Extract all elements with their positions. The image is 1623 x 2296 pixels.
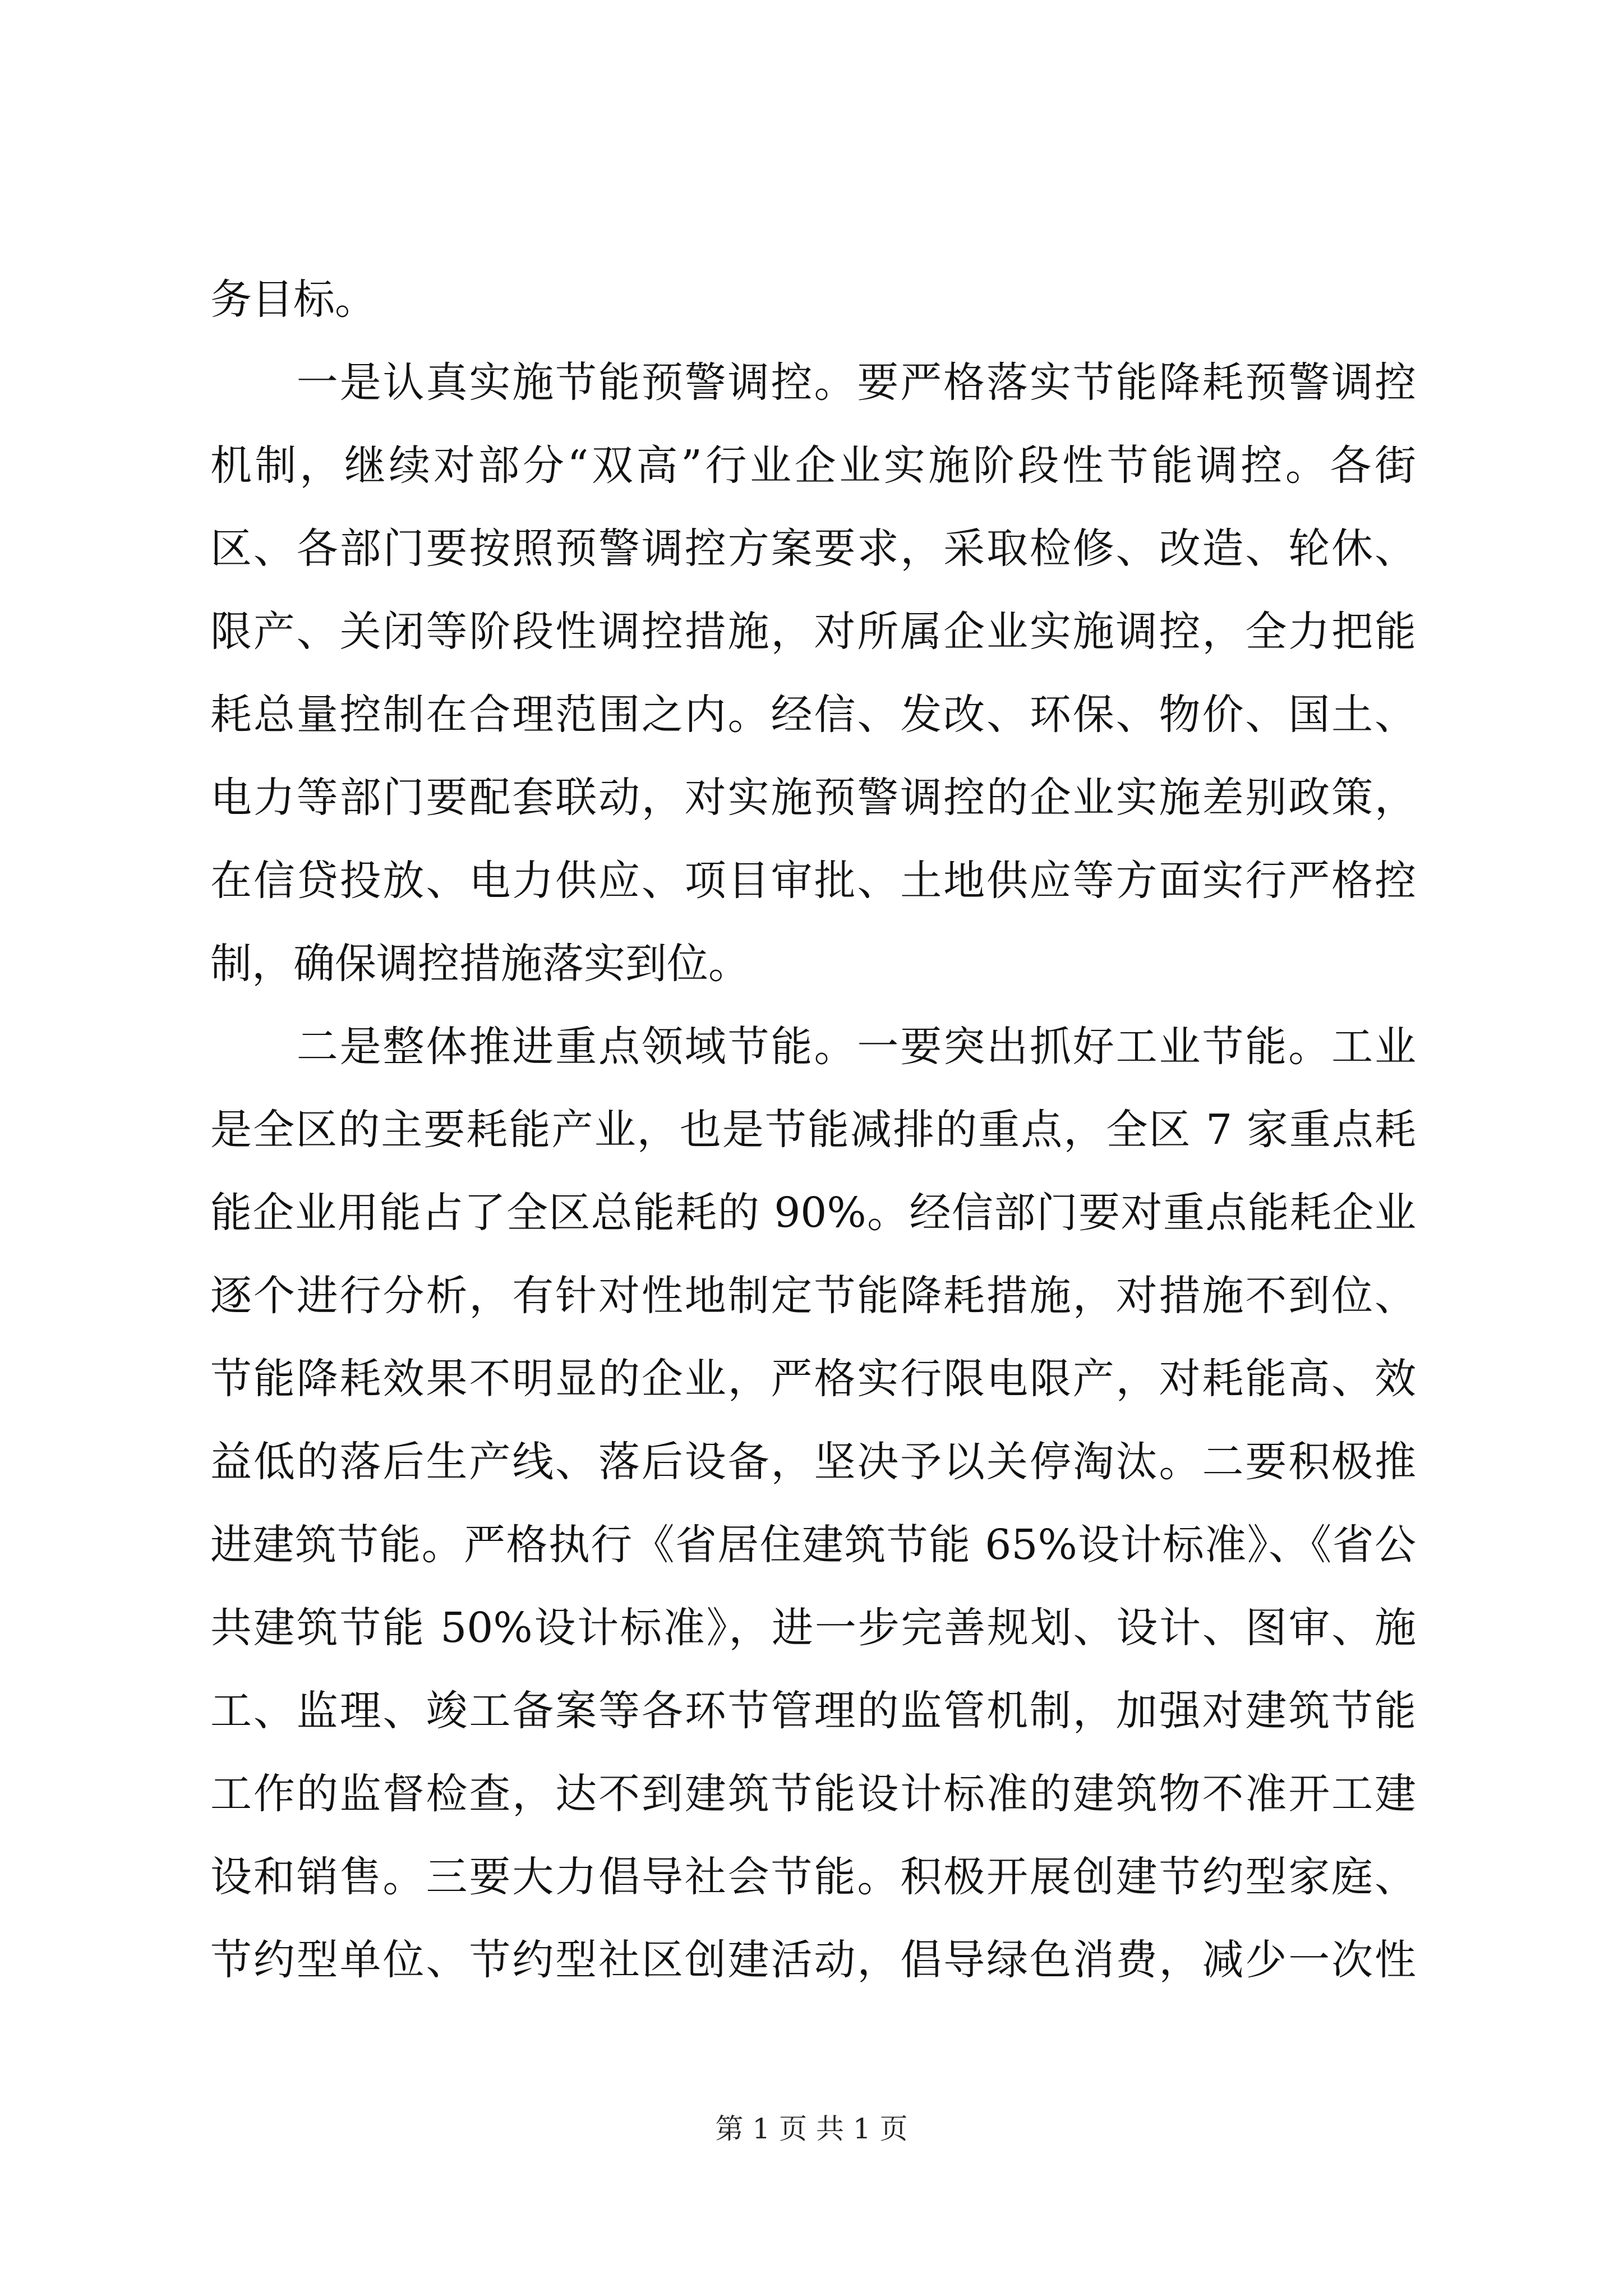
text-line: 工、监理、竣工备案等各环节管理的监管机制，加强对建筑节能 [210,1687,1416,1735]
text-line: 限产、关闭等阶段性调控措施，对所属企业实施调控，全力把能 [210,608,1416,656]
text-line: 能企业用能占了全区总能耗的 90%。经信部门要对重点能耗企业 [210,1189,1416,1237]
text-line: 进建筑节能。严格执行《省居住建筑节能 65%设计标准》、《省公 [210,1521,1416,1569]
text-line: 电力等部门要配套联动，对实施预警调控的企业实施差别政策， [210,774,1416,822]
text-line: 设和销售。三要大力倡导社会节能。积极开展创建节约型家庭、 [210,1853,1416,1901]
text-line: 一是认真实施节能预警调控。要严格落实节能降耗预警调控 [210,358,1416,407]
text-line: 节能降耗效果不明显的企业，严格实行限电限产，对耗能高、效 [210,1355,1416,1403]
text-line: 二是整体推进重点领域节能。一要突出抓好工业节能。工业 [210,1023,1416,1071]
text-line: 制，确保调控措施落实到位。 [210,940,750,988]
page-footer: 第 1 页 共 1 页 [715,2113,908,2145]
text-line: 务目标。 [210,275,376,324]
text-line: 耗总量控制在合理范围之内。经信、发改、环保、物价、国土、 [210,691,1416,739]
text-line: 共建筑节能 50%设计标准》，进一步完善规划、设计、图审、施 [210,1604,1416,1652]
text-line: 节约型单位、节约型社区创建活动，倡导绿色消费，减少一次性 [210,1936,1416,1984]
text-line: 机制，继续对部分“双高”行业企业实施阶段性节能调控。各街 [210,441,1416,490]
body-text [210,258,1416,2001]
text-line: 区、各部门要按照预警调控方案要求，采取检修、改造、轮休、 [210,524,1416,573]
text-line: 是全区的主要耗能产业，也是节能减排的重点，全区 7 家重点耗 [210,1106,1416,1154]
text-line: 工作的监督检查，达不到建筑节能设计标准的建筑物不准开工建 [210,1770,1416,1818]
text-line: 逐个进行分析，有针对性地制定节能降耗措施，对措施不到位、 [210,1272,1416,1320]
text-line: 益低的落后生产线、落后设备，坚决予以关停淘汰。二要积极推 [210,1438,1416,1486]
text-line: 在信贷投放、电力供应、项目审批、土地供应等方面实行严格控 [210,857,1416,905]
